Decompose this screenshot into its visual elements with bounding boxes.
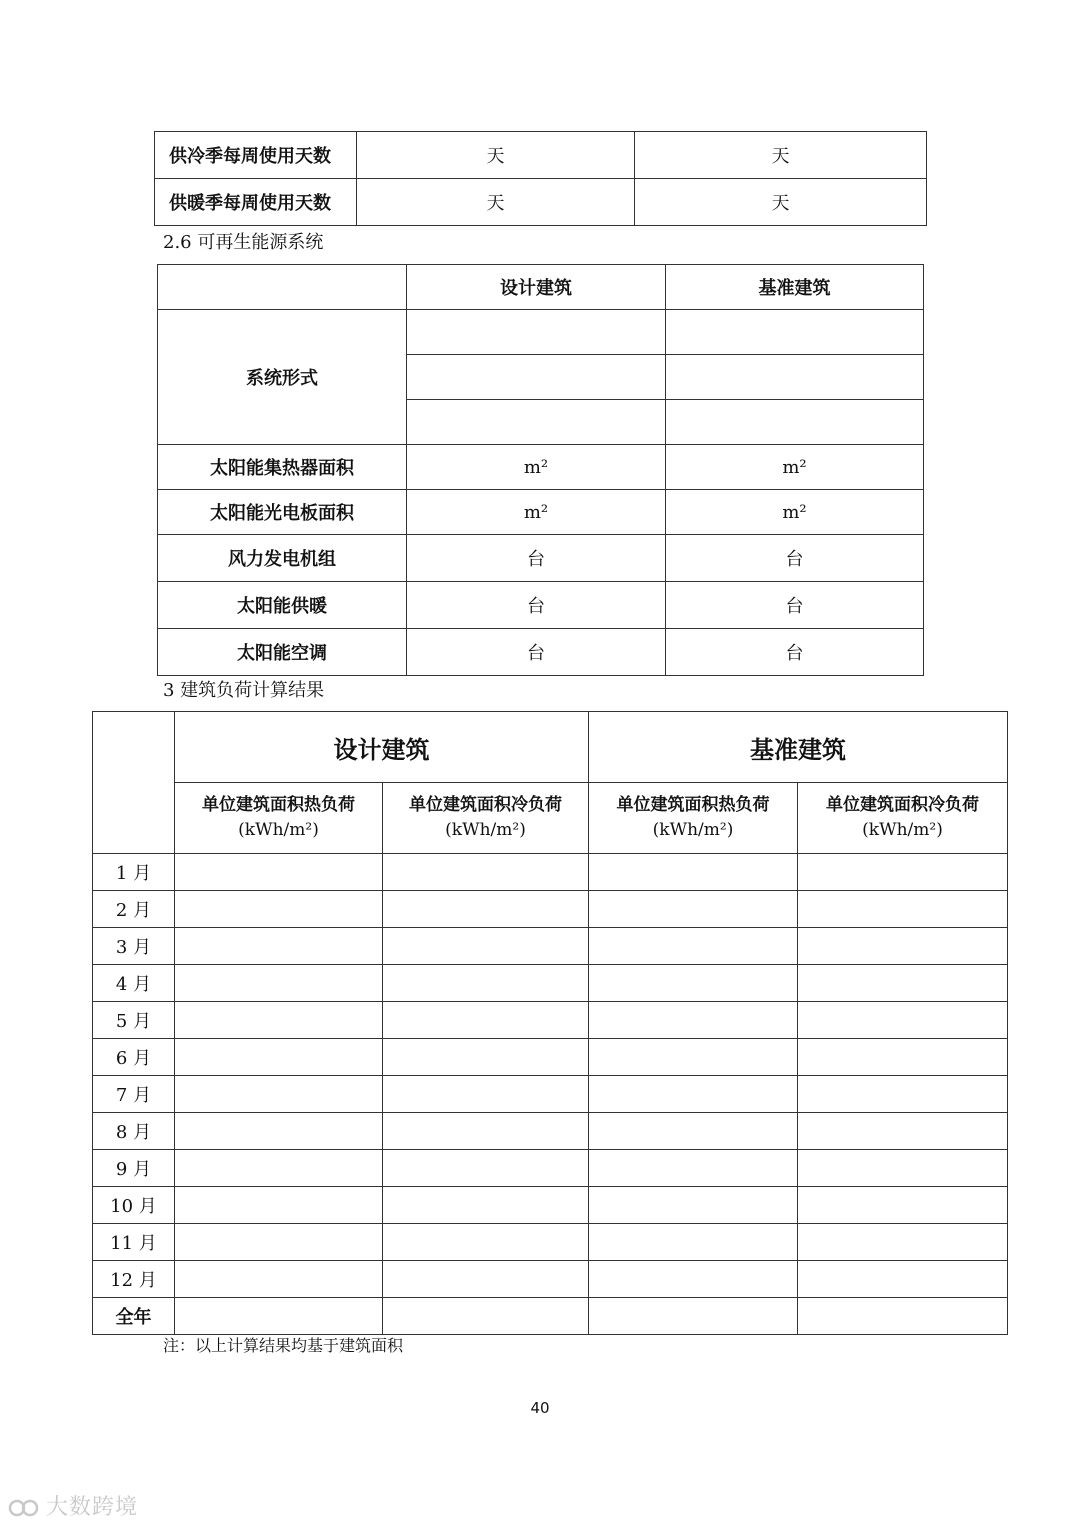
row-label: 供冷季每周使用天数 [155,132,357,179]
design-cell: 台 [407,629,666,676]
month-label: 11 月 [93,1224,175,1261]
base-cell: 天 [635,132,927,179]
month-label: 12 月 [93,1261,175,1298]
table-row [158,490,924,535]
table-row [93,891,1008,928]
design-cell [407,310,666,355]
base-heat-cell [589,1076,798,1113]
group-header-row [93,712,1008,783]
table-row [93,1224,1008,1261]
base-cool-cell [798,1076,1008,1113]
section-title-2-6: 2.6 可再生能源系统 [163,232,324,253]
base-building-header: 基准建筑 [589,712,1008,783]
base-cool-cell [798,1150,1008,1187]
base-heat-cell [589,1150,798,1187]
design-cool-cell [383,1298,589,1335]
table-row [158,310,924,355]
design-heat-cell [175,1113,383,1150]
base-cool-cell [798,854,1008,891]
base-heat-load-header: 单位建筑面积热负荷 (kWh/m²) [589,783,798,854]
system-form-label: 系统形式 [158,310,407,445]
design-cool-cell [383,928,589,965]
design-heat-cell [175,854,383,891]
table-row [93,1113,1008,1150]
table-row [93,1039,1008,1076]
design-cool-cell [383,1002,589,1039]
base-cool-cell [798,1113,1008,1150]
table-row [93,1298,1008,1335]
base-heat-cell [589,854,798,891]
base-cool-cell [798,1298,1008,1335]
design-cell: 天 [357,132,635,179]
base-cell: m² [666,490,924,535]
section-title-3: 3 建筑负荷计算结果 [163,680,325,701]
base-heat-cell [589,1298,798,1335]
design-cell: m² [407,490,666,535]
renewable-energy-table [157,264,924,676]
table-row [93,1261,1008,1298]
base-heat-cell [589,1113,798,1150]
base-building-header: 基准建筑 [666,265,924,310]
base-cool-cell [798,1224,1008,1261]
base-cool-load-header: 单位建筑面积冷负荷 (kWh/m²) [798,783,1008,854]
base-heat-cell [589,1039,798,1076]
table-row [155,179,927,226]
design-cell [407,355,666,400]
base-heat-cell [589,1187,798,1224]
design-cell: 台 [407,582,666,629]
row-label: 太阳能空调 [158,629,407,676]
table-row [93,1076,1008,1113]
base-cell: 台 [666,535,924,582]
month-label: 6 月 [93,1039,175,1076]
design-heat-cell [175,1039,383,1076]
design-heat-cell [175,1002,383,1039]
base-cell [666,310,924,355]
row-label: 供暖季每周使用天数 [155,179,357,226]
table-note: 注：以上计算结果均基于建筑面积 [163,1336,404,1355]
table-row [155,132,927,179]
month-label: 3 月 [93,928,175,965]
empty-header-cell [158,265,407,310]
design-cool-cell [383,965,589,1002]
base-cool-cell [798,1261,1008,1298]
base-cell: m² [666,445,924,490]
base-cell: 天 [635,179,927,226]
design-cool-load-header: 单位建筑面积冷负荷 (kWh/m²) [383,783,589,854]
row-label: 太阳能集热器面积 [158,445,407,490]
base-heat-cell [589,891,798,928]
base-cell: 台 [666,582,924,629]
design-heat-cell [175,1224,383,1261]
base-cool-cell [798,1039,1008,1076]
weekly-usage-table [154,131,927,226]
base-cell [666,400,924,445]
base-heat-cell [589,1002,798,1039]
month-label: 全年 [93,1298,175,1335]
table-row [93,1150,1008,1187]
design-cool-cell [383,1224,589,1261]
table-row [93,928,1008,965]
design-heat-cell [175,1187,383,1224]
base-heat-cell [589,1224,798,1261]
row-label: 太阳能光电板面积 [158,490,407,535]
table-row [93,1002,1008,1039]
table-row [93,1187,1008,1224]
design-cool-cell [383,1150,589,1187]
design-building-header: 设计建筑 [407,265,666,310]
month-label: 7 月 [93,1076,175,1113]
design-cell [407,400,666,445]
row-label: 太阳能供暖 [158,582,407,629]
base-cool-cell [798,1187,1008,1224]
design-heat-cell [175,891,383,928]
table-row [158,445,924,490]
design-cool-cell [383,1076,589,1113]
month-label: 1 月 [93,854,175,891]
base-cell: 台 [666,629,924,676]
subheader-row [93,783,1008,854]
month-label: 10 月 [93,1187,175,1224]
table-row [158,582,924,629]
base-heat-cell [589,965,798,1002]
table-row [158,629,924,676]
base-cool-cell [798,928,1008,965]
design-cool-cell [383,854,589,891]
table-row [93,965,1008,1002]
row-label: 风力发电机组 [158,535,407,582]
design-heat-cell [175,965,383,1002]
design-cool-cell [383,1113,589,1150]
base-cool-cell [798,965,1008,1002]
watermark-logo-icon [8,1497,42,1519]
design-heat-cell [175,1298,383,1335]
base-cool-cell [798,1002,1008,1039]
design-building-header: 设计建筑 [175,712,589,783]
building-load-table [92,711,1008,1335]
month-label: 8 月 [93,1113,175,1150]
page-number: 40 [530,1399,550,1417]
design-heat-cell [175,928,383,965]
design-heat-cell [175,1076,383,1113]
design-cell: 台 [407,535,666,582]
month-label: 4 月 [93,965,175,1002]
empty-header-cell [93,712,175,854]
table-header-row [158,265,924,310]
design-cool-cell [383,891,589,928]
month-label: 5 月 [93,1002,175,1039]
design-cell: 天 [357,179,635,226]
design-cool-cell [383,1039,589,1076]
design-heat-cell [175,1261,383,1298]
base-cell [666,355,924,400]
month-label: 9 月 [93,1150,175,1187]
month-label: 2 月 [93,891,175,928]
design-cool-cell [383,1187,589,1224]
design-heat-load-header: 单位建筑面积热负荷 (kWh/m²) [175,783,383,854]
design-cell: m² [407,445,666,490]
base-heat-cell [589,928,798,965]
table-row [93,854,1008,891]
base-cool-cell [798,891,1008,928]
watermark [8,1490,138,1521]
design-heat-cell [175,1150,383,1187]
design-cool-cell [383,1261,589,1298]
watermark-text: 大数跨境 [46,1495,139,1520]
table-row [158,535,924,582]
base-heat-cell [589,1261,798,1298]
